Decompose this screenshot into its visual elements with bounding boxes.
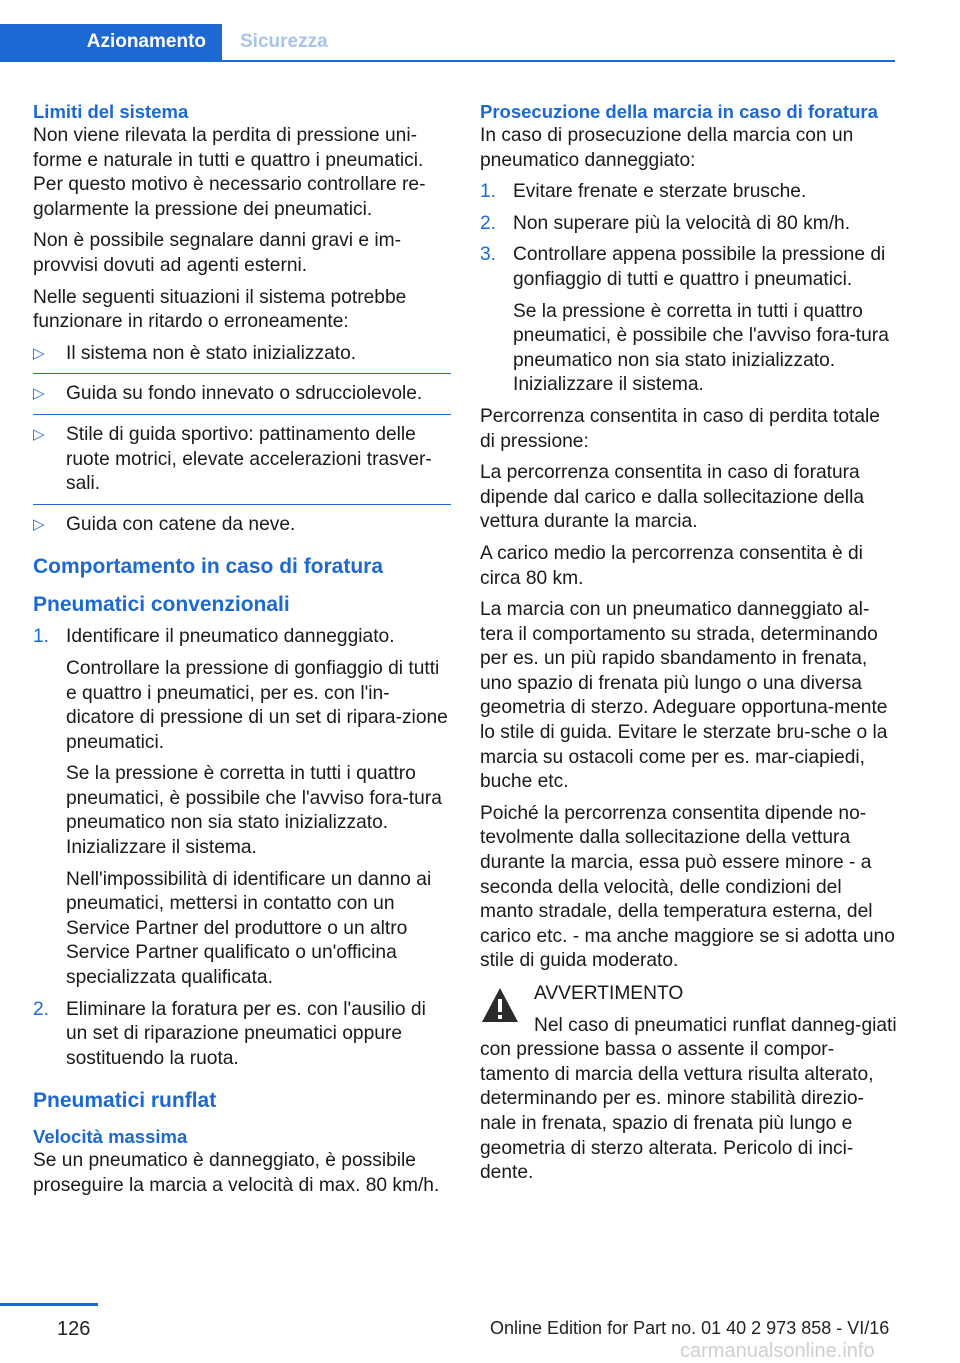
step-number: 2. [33,998,50,1020]
list-item [33,423,451,505]
step-note: Nell'impossibilità di identificare un danno ai pneumatici, mettersi in contatto con un Service Partner del produttore o un altro Service Partner qualificato o un'officina specializzata qualificata. [66,868,432,989]
triangle-bullet-icon: ▷ [33,385,45,403]
paragraph: A carico medio la percorrenza consentita è di circa 80 km. [480,542,863,589]
step-text: Controllare appena possibile la pressione di gonfiaggio di tutti e quattro i pneumatici. [513,244,886,290]
heading-pneumatici-runflat: Pneumatici runflat [33,1089,217,1113]
paragraph: Poiché la percorrenza consentita dipende no-tevolmente dalla sollecitazione della vettura durante la marcia, essa può essere minore - a seconda della velocità, delle condizioni del manto stradale, della temperatura esterna, del carico etc. - ma anche maggiore se si adotta uno stile di guida moderato. [480,802,895,972]
tab-sicurezza[interactable]: Sicurezza [240,31,328,52]
edition-note: Online Edition for Part no. 01 40 2 973 858 - VI/16 [490,1318,890,1338]
step-text: Identificare il pneumatico danneggiato. [66,626,395,648]
heading-prosecuzione: Prosecuzione della marcia in caso di foratura [480,101,878,122]
paragraph: La percorrenza consentita in caso di foratura dipende dal carico e dalla sollecitazione della vettura durante la marcia. [480,462,865,533]
numbered-step [33,998,451,1072]
footer-divider [0,1303,98,1306]
step-text: Evitare frenate e sterzate brusche. [513,181,807,203]
list-item [33,382,451,415]
page-number: 126 [57,1318,91,1340]
bullet-list [33,342,451,538]
paragraph: Non è possibile segnalare danni gravi e im-provvisi dovuti ad agenti esterni. [33,230,401,276]
list-item [33,342,451,375]
step-note: Se la pressione è corretta in tutti i quattro pneumatici, è possibile che l'avviso fora-tura pneumatico non sia stato inizializzato. Inizializzare il sistema. [513,300,889,396]
left-column [33,100,451,1206]
triangle-bullet-icon: ▷ [33,344,45,362]
numbered-step [33,625,451,990]
heading-limiti-del-sistema: Limiti del sistema [33,101,189,122]
header-divider [0,60,895,62]
paragraph: Se un pneumatico è danneggiato, è possibile proseguire la marcia a velocità di max. 80 km/h. [33,1150,440,1196]
step-number: 1. [33,626,50,648]
numbered-step [480,180,898,205]
heading-pneumatici-convenzionali: Pneumatici convenzionali [33,593,290,617]
step-note: Se la pressione è corretta in tutti i quattro pneumatici, è possibile che l'avviso fora-tura pneumatico non sia stato inizializzato. Inizializzare il sistema. [66,763,442,859]
list-item-text: Guida con catene da neve. [66,513,296,535]
list-item-text: Il sistema non è stato inizializzato. [66,342,357,364]
warning-icon [480,986,520,1024]
step-note: Controllare la pressione di gonfiaggio di tutti e quattro i pneumatici, per es. con l'in-dicatore di pressione di un set di ripara-zione pneumatici. [66,657,448,753]
numbered-step [480,212,898,237]
page-header [0,0,960,62]
triangle-bullet-icon: ▷ [33,425,45,443]
right-column [480,100,898,1186]
heading-velocita-massima: Velocità massima [33,1126,188,1148]
paragraph: Nelle seguenti situazioni il sistema potrebbe funzionare in ritardo o erroneamente: [33,286,407,333]
warning-title: AVVERTIMENTO [534,983,684,1004]
step-text: Eliminare la foratura per es. con l'ausilio di un set di riparazione pneumatici oppure sostituendo la ruota. [66,998,426,1069]
list-item [33,513,451,538]
watermark: carmanualsonline.info [680,1340,875,1362]
paragraph: La marcia con un pneumatico danneggiato al-tera il comportamento su strada, determinando per es. un più rapido sbandamento in frenata, uno spazio di frenata più lungo o una diversa geometria di sterzo. Adeguare opportuna-mente lo stile di guida. Evitare le sterzate bru-sche o la marcia su ostacoli come per es. mar-ciapiedi, buche etc. [480,599,888,793]
tab-azionamento[interactable]: Azionamento [0,24,222,60]
step-text: Non superare più la velocità di 80 km/h. [513,212,851,234]
numbered-step [480,243,898,398]
paragraph: In caso di prosecuzione della marcia con un pneumatico danneggiato: [480,125,854,171]
list-item-text: Guida su fondo innevato o sdrucciolevole. [66,383,423,405]
triangle-bullet-icon: ▷ [33,515,45,533]
heading-comportamento: Comportamento in caso di foratura [33,555,384,579]
warning-text: Nel caso di pneumatici runflat danneg-giati con pressione bassa o assente il compor-tamento di marcia della vettura risulta alterato, determinando per es. minore stabilità direzio-nale in frenata, spazio di frenata più lungo e geometria di sterzo alterata. Pericolo di inci-dente. [480,1014,897,1184]
step-number: 3. [480,244,497,266]
list-item-text: Stile di guida sportivo: pattinamento delle ruote motrici, elevate accelerazioni trasver-sali. [66,423,432,495]
paragraph: Non viene rilevata la perdita di pressione uni-forme e naturale in tutti e quattro i pneumatici. Per questo motivo è necessario controllare re-golarmente la pressione dei pneumatici. [33,125,426,220]
paragraph: Percorrenza consentita in caso di perdita totale di pressione: [480,405,880,452]
step-number: 1. [480,181,497,203]
warning-box [480,982,898,1186]
step-number: 2. [480,212,497,234]
